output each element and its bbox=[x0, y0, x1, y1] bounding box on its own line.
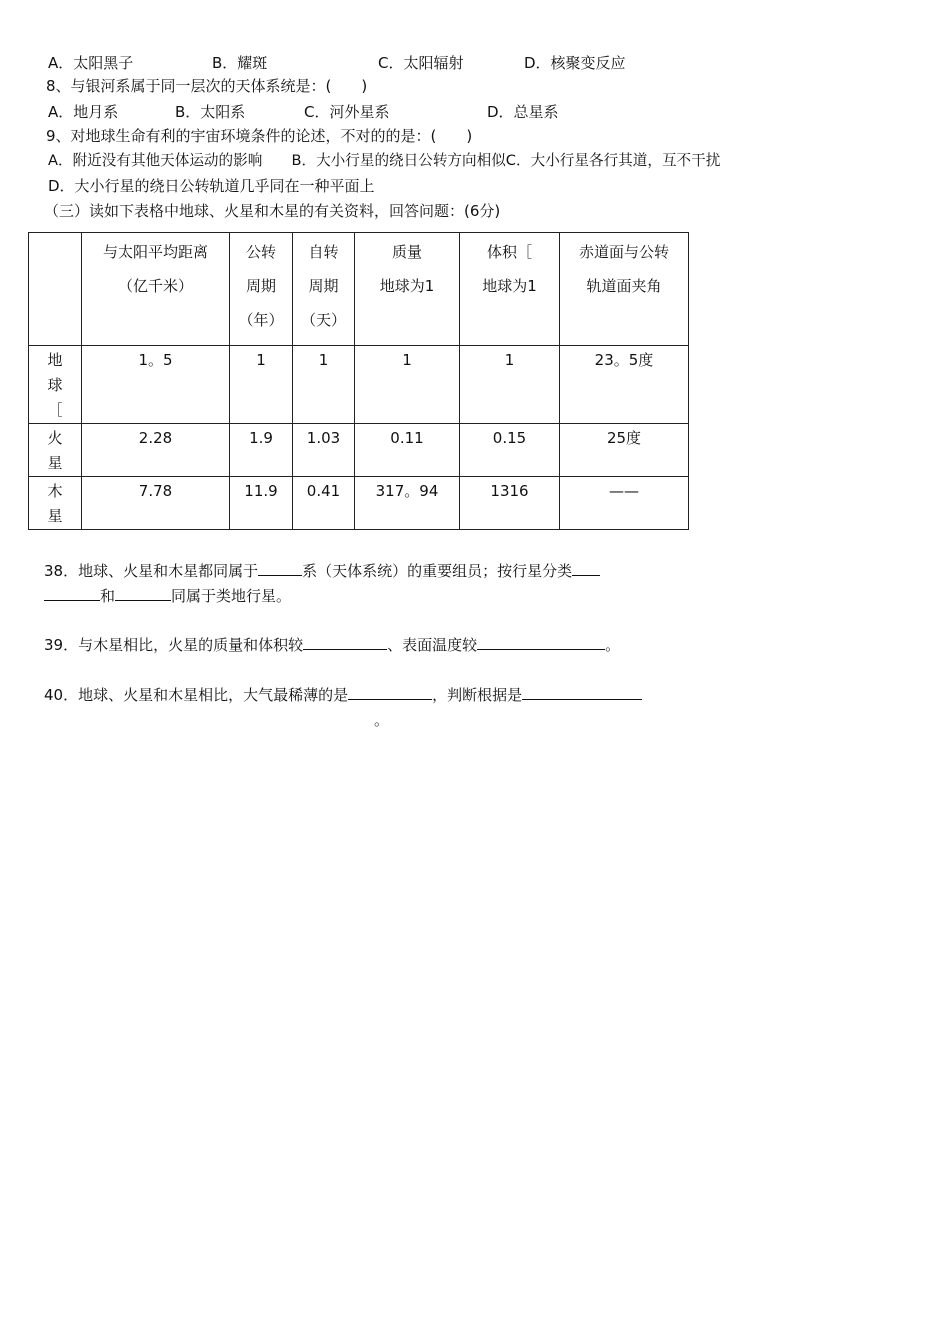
table-header-row bbox=[29, 233, 689, 346]
q38-line2 bbox=[44, 584, 291, 606]
table-row bbox=[29, 346, 689, 424]
table-cell: 11.9 bbox=[230, 477, 293, 530]
q39-blank-temperature[interactable] bbox=[477, 633, 605, 650]
table-header-cell bbox=[29, 233, 82, 346]
table-cell: —— bbox=[560, 477, 689, 530]
q8-option-c: C．河外星系 bbox=[304, 103, 390, 121]
table-header-cell: 公转 周期 （年） bbox=[230, 233, 293, 346]
q38-blank-system[interactable] bbox=[258, 559, 302, 576]
table-cell: 0.11 bbox=[355, 424, 460, 477]
q8-option-d: D．总星系 bbox=[487, 103, 559, 121]
table-cell: 1 bbox=[293, 346, 355, 424]
q8-option-a: A．地月系 bbox=[48, 103, 119, 121]
table-cell: 317。94 bbox=[355, 477, 460, 530]
table-cell: 1316 bbox=[460, 477, 560, 530]
q39-blank-mass-volume[interactable] bbox=[303, 633, 387, 650]
q40-line1 bbox=[44, 683, 642, 705]
table-cell: 1 bbox=[230, 346, 293, 424]
q40-blank-reason[interactable] bbox=[522, 683, 642, 700]
q9-options-line1: A．附近没有其他天体运动的影响 B．大小行星的绕日公转方向相似C．大小行星各行其道，互不干扰 bbox=[48, 152, 721, 169]
q40-text-3: 。 bbox=[374, 711, 390, 729]
table-cell: 1 bbox=[355, 346, 460, 424]
table-header-cell: 自转 周期 （天） bbox=[293, 233, 355, 346]
table-row-label: 火 星 bbox=[29, 424, 82, 477]
q38-line1 bbox=[44, 559, 600, 581]
q38-text-2: 系（天体系统）的重要组员；按行星分类 bbox=[302, 562, 573, 580]
q9-stem: 9、对地球生命有利的宇宙环境条件的论述，不对的的是：( ) bbox=[46, 127, 473, 145]
q7-option-d: D．核聚变反应 bbox=[524, 54, 626, 72]
q7-option-a: A．太阳黑子 bbox=[48, 54, 134, 72]
table-row bbox=[29, 477, 689, 530]
q40-blank-thinnest[interactable] bbox=[348, 683, 432, 700]
q38-text-4: 同属于类地行星。 bbox=[171, 587, 292, 605]
q9-options-line2: D．大小行星的绕日公转轨道几乎同在一种平面上 bbox=[48, 177, 375, 195]
table-row bbox=[29, 424, 689, 477]
q40-line2 bbox=[374, 710, 389, 730]
table-cell: 2.28 bbox=[82, 424, 230, 477]
q39-text-3: 。 bbox=[605, 636, 621, 654]
q38-blank-planet-b[interactable] bbox=[115, 584, 171, 601]
section-3-title: （三）读如下表格中地球、火星和木星的有关资料，回答问题：(6分) bbox=[44, 202, 501, 220]
q8-option-b: B．太阳系 bbox=[175, 103, 246, 121]
q39-line bbox=[44, 633, 620, 655]
table-cell: 0.41 bbox=[293, 477, 355, 530]
q38-blank-planet-a-start[interactable] bbox=[572, 559, 600, 576]
q8-stem: 8、与银河系属于同一层次的天体系统是：( ) bbox=[46, 77, 368, 95]
q39-text-2: 、表面温度较 bbox=[387, 636, 478, 654]
q38-blank-planet-a[interactable] bbox=[44, 584, 100, 601]
table-cell: 1.9 bbox=[230, 424, 293, 477]
q7-option-b: B．耀斑 bbox=[212, 54, 268, 72]
table-cell: 23。5度 bbox=[560, 346, 689, 424]
q40-text-1: 40．地球、火星和木星相比，大气最稀薄的是 bbox=[44, 686, 349, 704]
table-header-cell: 赤道面与公转 轨道面夹角 bbox=[560, 233, 689, 346]
table-header-cell: 与太阳平均距离 （亿千米） bbox=[82, 233, 230, 346]
table-header-cell: 体积［ 地球为1 bbox=[460, 233, 560, 346]
table-cell: 1。5 bbox=[82, 346, 230, 424]
table-header-cell: 质量 地球为1 bbox=[355, 233, 460, 346]
table-row-label: 木 星 bbox=[29, 477, 82, 530]
planet-data-table bbox=[28, 232, 689, 530]
q7-option-c: C．太阳辐射 bbox=[378, 54, 464, 72]
table-cell: 1 bbox=[460, 346, 560, 424]
table-cell: 0.15 bbox=[460, 424, 560, 477]
table-cell: 1.03 bbox=[293, 424, 355, 477]
q40-text-2: ，判断根据是 bbox=[432, 686, 523, 704]
table-cell: 7.78 bbox=[82, 477, 230, 530]
q38-text-3: 和 bbox=[100, 587, 116, 605]
table-cell: 25度 bbox=[560, 424, 689, 477]
q39-text-1: 39．与木星相比，火星的质量和体积较 bbox=[44, 636, 304, 654]
table-row-label: 地 球 ［ bbox=[29, 346, 82, 424]
q38-text-1: 38．地球、火星和木星都同属于 bbox=[44, 562, 259, 580]
